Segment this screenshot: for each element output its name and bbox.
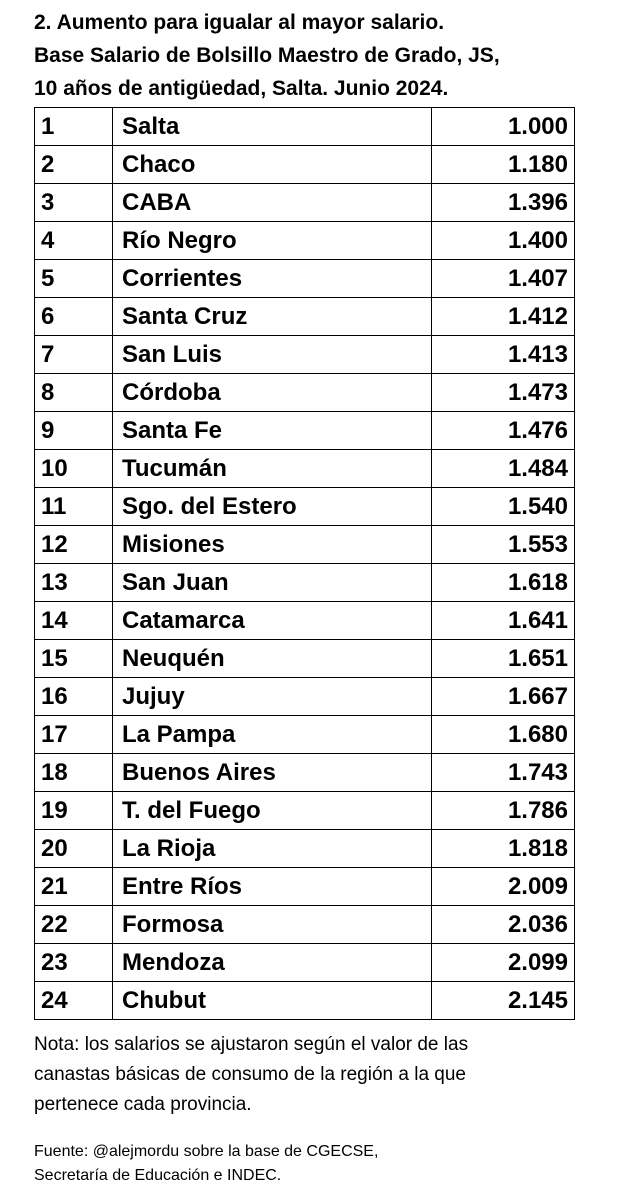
province-cell: Mendoza: [113, 944, 432, 982]
province-cell: Neuquén: [113, 640, 432, 678]
note: [34, 1030, 594, 1120]
rank-cell: 15: [35, 640, 113, 678]
rank-cell: 9: [35, 412, 113, 450]
table-row: [35, 754, 575, 792]
salary-table: [34, 107, 575, 1020]
rank-cell: 11: [35, 488, 113, 526]
table-row: [35, 830, 575, 868]
rank-cell: 19: [35, 792, 113, 830]
table-row: [35, 640, 575, 678]
table-row: [35, 298, 575, 336]
rank-cell: 5: [35, 260, 113, 298]
table-row: [35, 716, 575, 754]
value-cell: 1.540: [432, 488, 575, 526]
source-line-2: Secretaría de Educación e INDEC.: [34, 1167, 282, 1184]
value-cell: 1.786: [432, 792, 575, 830]
value-cell: 1.618: [432, 564, 575, 602]
province-cell: Jujuy: [113, 678, 432, 716]
province-cell: La Pampa: [113, 716, 432, 754]
rank-cell: 3: [35, 184, 113, 222]
rank-cell: 4: [35, 222, 113, 260]
province-cell: Sgo. del Estero: [113, 488, 432, 526]
province-cell: Tucumán: [113, 450, 432, 488]
province-cell: San Juan: [113, 564, 432, 602]
province-cell: Chubut: [113, 982, 432, 1020]
value-cell: 1.484: [432, 450, 575, 488]
value-cell: 2.145: [432, 982, 575, 1020]
value-cell: 1.743: [432, 754, 575, 792]
rank-cell: 18: [35, 754, 113, 792]
source-line-1: Fuente: @alejmordu sobre la base de CGECSE,: [34, 1143, 379, 1160]
note-line-3: pertenece cada provincia.: [34, 1094, 252, 1115]
rank-cell: 16: [35, 678, 113, 716]
rank-cell: 12: [35, 526, 113, 564]
province-cell: CABA: [113, 184, 432, 222]
rank-cell: 22: [35, 906, 113, 944]
table-row: [35, 260, 575, 298]
table-row: [35, 488, 575, 526]
source: [34, 1140, 594, 1188]
province-cell: La Rioja: [113, 830, 432, 868]
rank-cell: 21: [35, 868, 113, 906]
rank-cell: 13: [35, 564, 113, 602]
rank-cell: 23: [35, 944, 113, 982]
value-cell: 2.009: [432, 868, 575, 906]
table-row: [35, 412, 575, 450]
province-cell: Santa Fe: [113, 412, 432, 450]
rank-cell: 1: [35, 108, 113, 146]
value-cell: 1.473: [432, 374, 575, 412]
rank-cell: 24: [35, 982, 113, 1020]
province-cell: Entre Ríos: [113, 868, 432, 906]
note-line-1: Nota: los salarios se ajustaron según el valor de las: [34, 1034, 469, 1055]
table-row: [35, 678, 575, 716]
province-cell: Salta: [113, 108, 432, 146]
table-row: [35, 146, 575, 184]
province-cell: Catamarca: [113, 602, 432, 640]
province-cell: Formosa: [113, 906, 432, 944]
value-cell: 1.476: [432, 412, 575, 450]
table-row: [35, 792, 575, 830]
table-row: [35, 336, 575, 374]
title-line-2: Base Salario de Bolsillo Maestro de Grado, JS,: [34, 44, 500, 67]
rank-cell: 20: [35, 830, 113, 868]
table-row: [35, 374, 575, 412]
value-cell: 2.036: [432, 906, 575, 944]
province-cell: Corrientes: [113, 260, 432, 298]
province-cell: Buenos Aires: [113, 754, 432, 792]
value-cell: 1.651: [432, 640, 575, 678]
rank-cell: 2: [35, 146, 113, 184]
value-cell: 1.667: [432, 678, 575, 716]
value-cell: 1.407: [432, 260, 575, 298]
province-cell: Chaco: [113, 146, 432, 184]
value-cell: 1.641: [432, 602, 575, 640]
value-cell: 1.000: [432, 108, 575, 146]
rank-cell: 17: [35, 716, 113, 754]
rank-cell: 6: [35, 298, 113, 336]
rank-cell: 8: [35, 374, 113, 412]
value-cell: 1.400: [432, 222, 575, 260]
table-row: [35, 108, 575, 146]
rank-cell: 14: [35, 602, 113, 640]
salary-table-body: [35, 108, 575, 1020]
rank-cell: 10: [35, 450, 113, 488]
table-row: [35, 906, 575, 944]
province-cell: San Luis: [113, 336, 432, 374]
rank-cell: 7: [35, 336, 113, 374]
table-row: [35, 944, 575, 982]
province-cell: Río Negro: [113, 222, 432, 260]
note-line-2: canastas básicas de consumo de la región a la que: [34, 1064, 466, 1085]
table-row: [35, 450, 575, 488]
value-cell: 2.099: [432, 944, 575, 982]
value-cell: 1.553: [432, 526, 575, 564]
province-cell: Córdoba: [113, 374, 432, 412]
table-row: [35, 564, 575, 602]
province-cell: Santa Cruz: [113, 298, 432, 336]
table-row: [35, 184, 575, 222]
title-line-3: 10 años de antigüedad, Salta. Junio 2024.: [34, 77, 449, 100]
province-cell: Misiones: [113, 526, 432, 564]
value-cell: 1.180: [432, 146, 575, 184]
title-line-1: 2. Aumento para igualar al mayor salario.: [34, 11, 445, 34]
table-row: [35, 868, 575, 906]
table-row: [35, 222, 575, 260]
value-cell: 1.396: [432, 184, 575, 222]
table-row: [35, 602, 575, 640]
value-cell: 1.412: [432, 298, 575, 336]
value-cell: 1.413: [432, 336, 575, 374]
table-row: [35, 982, 575, 1020]
province-cell: T. del Fuego: [113, 792, 432, 830]
value-cell: 1.680: [432, 716, 575, 754]
table-row: [35, 526, 575, 564]
value-cell: 1.818: [432, 830, 575, 868]
page-title: [34, 6, 609, 105]
